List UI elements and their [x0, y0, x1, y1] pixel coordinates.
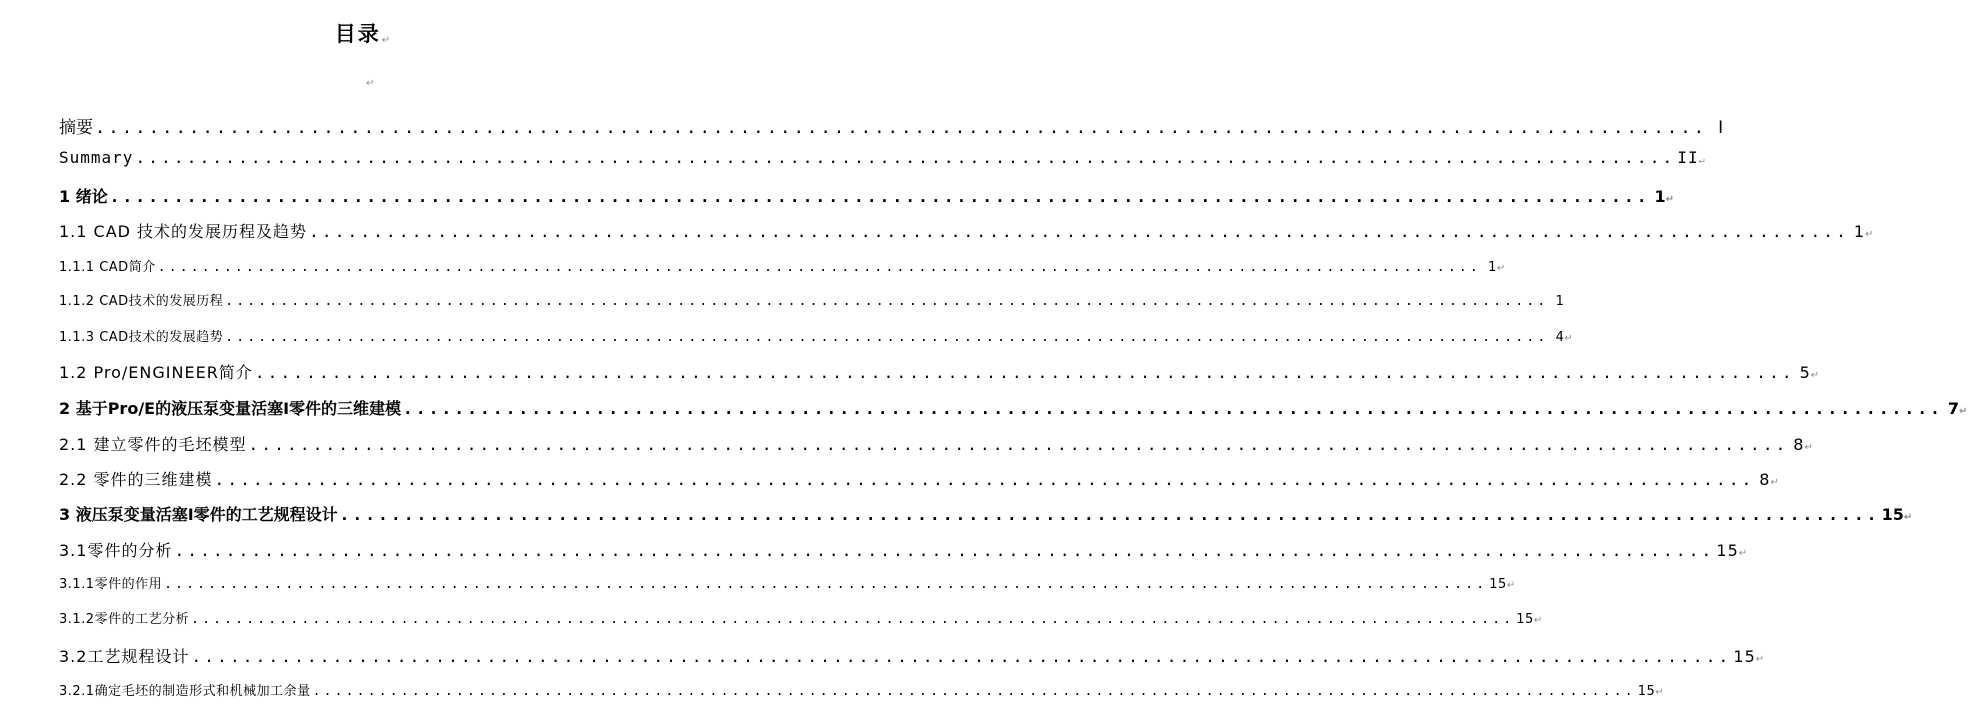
toc-entry[interactable]: [59, 432, 1814, 454]
paragraph-mark: ↵: [1496, 263, 1506, 274]
toc-entry-page: 8: [1793, 435, 1805, 454]
toc-entry-page: 15: [1716, 541, 1739, 560]
leader-dots: ........................................................................................................................: [214, 470, 1755, 489]
toc-entry[interactable]: [59, 326, 1574, 348]
toc-entry-page: 1: [1853, 222, 1865, 241]
paragraph-mark: ↵: [1665, 194, 1675, 205]
toc-entry[interactable]: [59, 467, 1780, 489]
paragraph-mark: ↵: [1738, 548, 1749, 559]
toc-entry-page: 15: [1881, 505, 1904, 524]
toc-entry-page: 7: [1947, 399, 1959, 418]
toc-entry-page: 1: [1654, 187, 1666, 206]
toc-entry-label: 1.1 CAD 技术的发展历程及趋势: [59, 222, 308, 241]
paragraph-mark: ↵: [1506, 580, 1516, 591]
toc-entry-label: 1.1.2 CAD技术的发展历程: [59, 294, 224, 309]
leader-dots: ........................................................................................................................: [403, 399, 1943, 418]
leader-dots: ........................................................................................................................: [191, 647, 1732, 666]
toc-entry-page: 1: [1488, 260, 1497, 275]
toc-title: [0, 18, 727, 48]
toc-entry[interactable]: [59, 644, 1766, 666]
toc-entry-label: 摘要: [59, 118, 93, 138]
leader-dots: ........................................................................................................................: [95, 118, 1708, 138]
toc-entry[interactable]: [59, 219, 1875, 241]
toc-entry[interactable]: [59, 573, 1516, 595]
paragraph-mark: ↵: [1698, 155, 1706, 166]
toc-entry[interactable]: [59, 290, 1565, 312]
toc-entry[interactable]: [59, 538, 1749, 560]
leader-dots: ........................................................................................................................: [191, 612, 1515, 627]
toc-entry-label: 1.1.1 CAD简介: [59, 260, 156, 275]
toc-entry-page: 15: [1733, 647, 1756, 666]
toc-entry[interactable]: [59, 113, 1724, 138]
leader-dots: ........................................................................................................................: [339, 505, 1880, 524]
paragraph-mark: ↵: [366, 78, 375, 89]
toc-entry-label: 3.2.1确定毛坯的制造形式和机械加工余量: [59, 684, 311, 699]
paragraph-mark: ↵: [1958, 406, 1968, 417]
toc-entry-label: 3.1零件的分析: [59, 541, 173, 560]
leader-dots: ........................................................................................................................: [309, 222, 1849, 241]
toc-entry-label: 1.1.3 CAD技术的发展趋势: [59, 330, 224, 345]
leader-dots: ........................................................................................................................: [135, 148, 1676, 167]
leader-dots: ........................................................................................................................: [312, 684, 1636, 699]
toc-entry-page: 1: [1555, 294, 1565, 309]
toc-entry-label: 1.2 Pro/ENGINEER简介: [59, 363, 253, 382]
paragraph-mark: ↵: [1564, 333, 1574, 344]
toc-entry[interactable]: [59, 502, 1913, 524]
toc-entry-label: 3 液压泵变量活塞Ⅰ零件的工艺规程设计: [59, 505, 338, 524]
paragraph-mark: ↵: [1655, 687, 1665, 698]
toc-entry-label: 3.1.2零件的工艺分析: [59, 612, 190, 627]
paragraph-mark: ↵: [381, 35, 393, 46]
leader-dots: ........................................................................................................................: [225, 294, 1549, 309]
toc-entry-label: 1 绪论: [59, 187, 108, 206]
toc-entry[interactable]: [59, 184, 1675, 206]
toc-entry-label: 3.2工艺规程设计: [59, 647, 190, 666]
paragraph-mark: ↵: [1903, 512, 1913, 523]
paragraph-mark: ↵: [1755, 654, 1766, 665]
leader-dots: ........................................................................................................................: [174, 541, 1715, 560]
toc-entry-page: 4: [1555, 330, 1565, 345]
toc-entry-label: 2.1 建立零件的毛坯模型: [59, 435, 247, 454]
toc-entry[interactable]: [59, 360, 1821, 382]
paragraph-mark: ↵: [1865, 229, 1875, 240]
leader-dots: ........................................................................................................................: [164, 577, 1488, 592]
toc-entry[interactable]: [59, 256, 1506, 278]
paragraph-mark: ↵: [1804, 442, 1814, 453]
toc-entry-label: 3.1.1零件的作用: [59, 577, 163, 592]
toc-entry-page: 15: [1516, 612, 1534, 627]
toc-entry-label: 2.2 零件的三维建模: [59, 470, 213, 489]
paragraph-mark: ↵: [1533, 615, 1543, 626]
paragraph-mark: ↵: [1810, 370, 1821, 381]
toc-entry[interactable]: [59, 680, 1665, 702]
leader-dots: ........................................................................................................................: [109, 187, 1650, 206]
toc-entry[interactable]: [59, 396, 1968, 418]
paragraph-mark: ↵: [1770, 477, 1780, 488]
toc-entry-page: 8: [1759, 470, 1771, 489]
toc-entry-page: 15: [1489, 577, 1507, 592]
toc-entry-label: 2 基于Pro/E的液压泵变量活塞Ⅰ零件的三维建模: [59, 399, 402, 418]
leader-dots: ........................................................................................................................: [157, 260, 1481, 275]
toc-entry-label: Summary: [59, 148, 134, 167]
toc-entry-page: I: [1718, 118, 1724, 138]
toc-entry[interactable]: [59, 608, 1543, 630]
leader-dots: ........................................................................................................................: [248, 435, 1789, 454]
toc-entry-page: II: [1677, 148, 1699, 167]
leader-dots: ........................................................................................................................: [225, 330, 1549, 345]
toc-entry[interactable]: [59, 148, 1706, 170]
toc-entry-page: 5: [1799, 363, 1811, 382]
leader-dots: ........................................................................................................................: [254, 363, 1795, 382]
toc-title-text: 目录: [334, 22, 381, 46]
toc-entry-page: 15: [1637, 684, 1656, 699]
